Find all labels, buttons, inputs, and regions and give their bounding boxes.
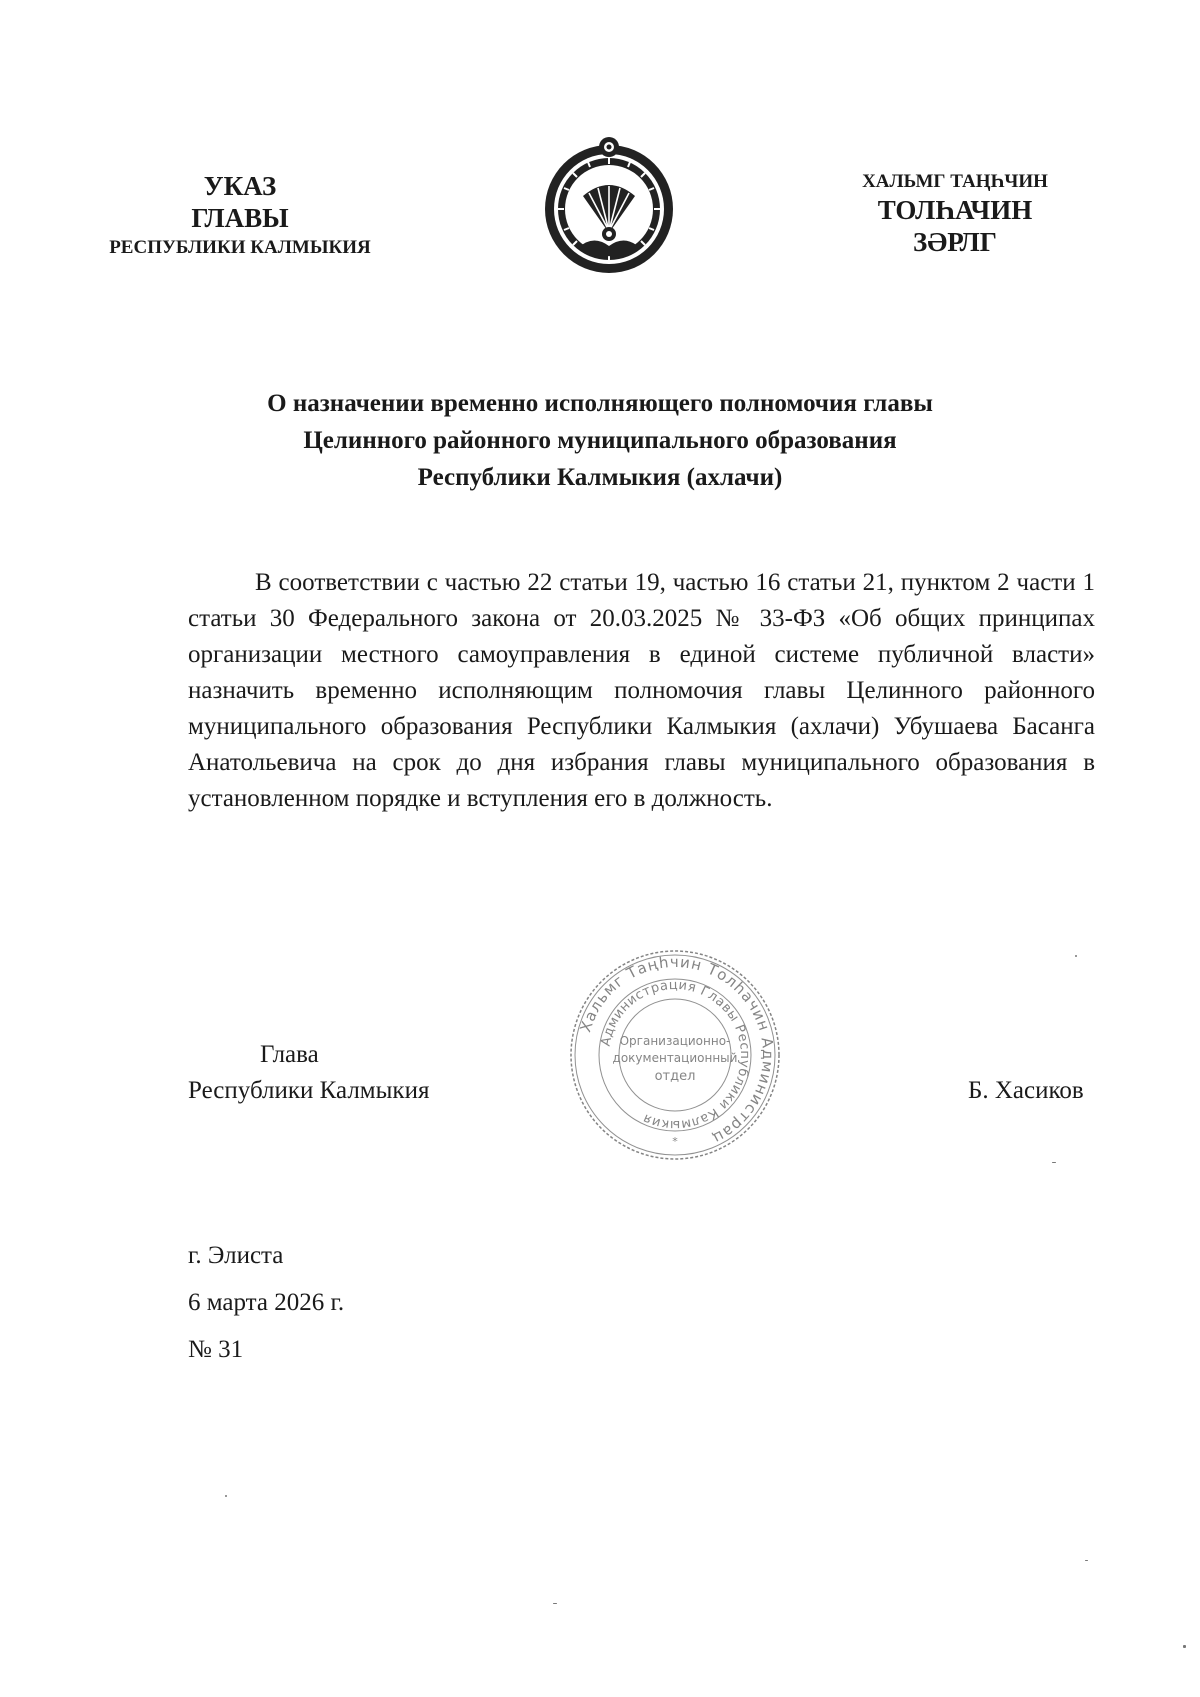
decree-title-line2: Целинного районного муниципального образования: [303, 427, 897, 454]
decree-title: [160, 385, 1040, 496]
decree-title-line1: О назначении временно исполняющего полномочия главы: [267, 390, 933, 417]
header-left-line3: РЕСПУБЛИКИ КАЛМЫКИЯ: [109, 237, 371, 258]
header-left: [90, 170, 390, 260]
kalmykia-coat-of-arms-icon: [538, 136, 680, 278]
header-right-line2: ТОЛҺАЧИН: [877, 195, 1033, 225]
stamp-center-line3: отдел: [654, 1069, 696, 1084]
stamp-ring-text: Администрация Главы Республики Калмыкия: [598, 977, 753, 1133]
decree-body: В соответствии с частью 22 статьи 19, частью 16 статьи 21, пунктом 2 части 1 статьи 30 Федерального закона от 20.03.2025 № 33-ФЗ «Об общих принципах организации местного самоуправления в единой системе публичной власти» назначить временно исполняющим полномочия главы Целинного районного муниципального образования Республики Калмыкия (ахлачи) Убушаева Басанга Анатольевича на срок до дня избрания главы муниципального образования в установленном порядке и вступления его в должность.: [188, 569, 1095, 812]
signature-title-line1: Глава: [260, 1041, 319, 1068]
header-left-line1: УКАЗ: [203, 171, 277, 201]
official-stamp: [565, 945, 785, 1165]
scan-speck: [1085, 1560, 1088, 1561]
decree-number: № 31: [188, 1336, 244, 1363]
signature-title-line2: Республики Калмыкия: [188, 1077, 430, 1104]
stamp-outer-text: Хальмг Таңһчин Толһачин Администрац: [576, 952, 778, 1148]
scan-speck: [1052, 1162, 1056, 1163]
header-right-line1: ХАЛЬМГ ТАҢҺЧИН: [862, 171, 1048, 192]
scan-speck: [1183, 1645, 1186, 1648]
scan-speck: [225, 1495, 227, 1497]
decree-title-line3: Республики Калмыкия (ахлачи): [417, 464, 783, 491]
stamp-center-line1: Организационно-: [619, 1034, 731, 1048]
header-left-line2: ГЛАВЫ: [191, 203, 289, 233]
svg-text:*: *: [672, 1135, 678, 1148]
header-right-line3: ЗӘРЛГ: [913, 227, 997, 257]
decree-footer: [188, 1232, 344, 1373]
signature-name: Б. Хасиков: [968, 1077, 1084, 1104]
scan-speck: [553, 1603, 557, 1604]
stamp-center-line2: документационный: [612, 1051, 738, 1065]
header-right: [840, 170, 1070, 258]
decree-date: 6 марта 2026 г.: [188, 1289, 345, 1316]
signature-title: [188, 1037, 429, 1109]
scan-speck: [1075, 955, 1077, 957]
decree-city: г. Элиста: [188, 1242, 284, 1269]
